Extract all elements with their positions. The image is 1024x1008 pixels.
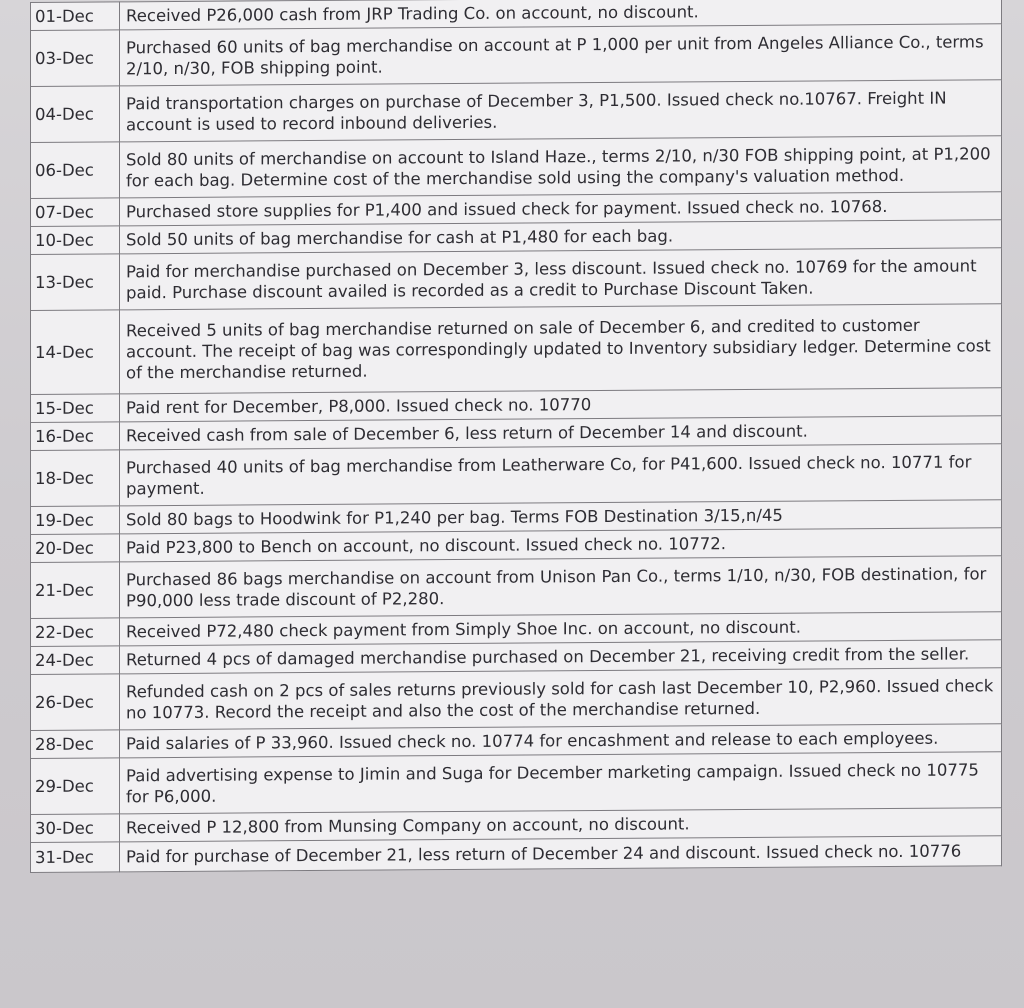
table-row [31,752,1002,815]
table-row [31,136,1002,199]
table-row [31,444,1002,507]
description-cell: Paid rent for December, P8,000. Issued check no. 10770 [120,388,1002,422]
date-cell: 01-Dec [31,2,120,31]
description-cell: Paid salaries of P 33,960. Issued check no. 10774 for encashment and release to each employees. [120,724,1002,758]
description-cell: Paid advertising expense to Jimin and Suga for December marketing campaign. Issued check no 10775 for P6,000. [120,752,1002,814]
description-cell: Refunded cash on 2 pcs of sales returns previously sold for cash last December 10, P2,960. Issued check no 10773. Record the receipt and also the cost of the merchandise returned. [120,668,1002,730]
description-cell: Returned 4 pcs of damaged merchandise purchased on December 21, receiving credit from the seller. [120,640,1002,674]
table-row [31,80,1002,143]
description-cell: Received 5 units of bag merchandise returned on sale of December 6, and credited to customer account. The receipt of bag was correspondingly updated to Inventory subsidiary ledger. Determine cost of the merchandise returned. [120,304,1002,394]
date-cell: 22-Dec [31,618,120,647]
date-cell: 13-Dec [31,254,120,311]
transactions-table [30,0,1002,873]
description-cell: Purchased store supplies for P1,400 and issued check for payment. Issued check no. 10768. [120,192,1002,226]
table-row [31,836,1002,873]
date-cell: 21-Dec [31,562,120,619]
date-cell: 15-Dec [31,394,120,423]
date-cell: 20-Dec [31,534,120,563]
date-cell: 31-Dec [31,842,120,873]
date-cell: 29-Dec [31,758,120,815]
date-cell: 14-Dec [31,310,120,395]
date-cell: 06-Dec [31,142,120,199]
description-cell: Paid for merchandise purchased on December 3, less discount. Issued check no. 10769 for the amount paid. Purchase discount availed is recorded as a credit to Purchase Discount Taken. [120,248,1002,310]
date-cell: 24-Dec [31,646,120,675]
description-cell: Purchased 40 units of bag merchandise from Leatherware Co, for P41,600. Issued check no. 10771 for payment. [120,444,1002,506]
table-row [31,24,1002,87]
date-cell: 07-Dec [31,198,120,227]
description-cell: Sold 50 units of bag merchandise for cash at P1,480 for each bag. [120,220,1002,254]
table-row [31,304,1002,395]
date-cell: 28-Dec [31,730,120,759]
description-cell: Paid P23,800 to Bench on account, no discount. Issued check no. 10772. [120,528,1002,562]
date-cell: 18-Dec [31,450,120,507]
date-cell: 30-Dec [31,814,120,843]
date-cell: 19-Dec [31,506,120,535]
description-cell: Paid for purchase of December 21, less return of December 24 and discount. Issued check no. 10776 [120,836,1002,872]
description-cell: Sold 80 units of merchandise on account to Island Haze., terms 2/10, n/30 FOB shipping point, at P1,200 for each bag. Determine cost of the merchandise sold using the company's valuation method. [120,136,1002,198]
description-cell: Received cash from sale of December 6, less return of December 14 and discount. [120,416,1002,450]
table-row [31,248,1002,311]
date-cell: 04-Dec [31,86,120,143]
description-cell: Received P 12,800 from Munsing Company on account, no discount. [120,808,1002,842]
description-cell: Purchased 60 units of bag merchandise on account at P 1,000 per unit from Angeles Alliance Co., terms 2/10, n/30, FOB shipping point. [120,24,1002,86]
description-cell: Purchased 86 bags merchandise on account from Unison Pan Co., terms 1/10, n/30, FOB destination, for P90,000 less trade discount of P2,280. [120,556,1002,618]
description-cell: Paid transportation charges on purchase of December 3, P1,500. Issued check no.10767. Freight IN account is used to record inbound deliveries. [120,80,1002,142]
date-cell: 26-Dec [31,674,120,731]
description-cell: Received P26,000 cash from JRP Trading Co. on account, no discount. [120,0,1002,30]
date-cell: 10-Dec [31,226,120,255]
description-cell: Received P72,480 check payment from Simply Shoe Inc. on account, no discount. [120,612,1002,646]
date-cell: 16-Dec [31,422,120,451]
table-row [31,556,1002,619]
description-cell: Sold 80 bags to Hoodwink for P1,240 per bag. Terms FOB Destination 3/15,n/45 [120,500,1002,534]
table-row [31,668,1002,731]
date-cell: 03-Dec [31,30,120,87]
